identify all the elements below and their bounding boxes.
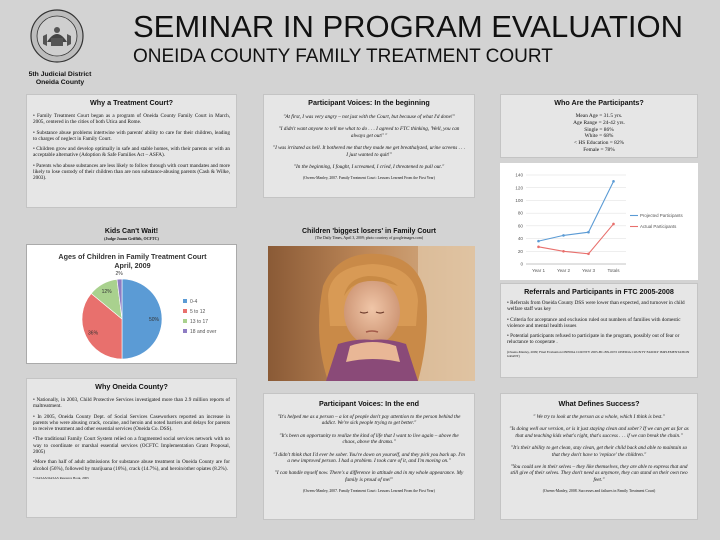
panel-heading: Participant Voices: In the beginning — [308, 98, 430, 107]
data-point — [537, 240, 540, 243]
data-point — [587, 253, 590, 256]
legend-swatch — [183, 319, 187, 323]
child-photo — [268, 246, 475, 381]
quote: "It's their ability to get clean, stay clean, get their child back and able to maintain so that they don't have to 'replace' the children." — [510, 445, 688, 458]
quote: "You could see in their selves – they like themselves, they are able to express that and still give of their selves. They don't need as anymore, they can stand on their own two feet." — [510, 464, 688, 483]
district-label-1: 5th Judicial District — [28, 71, 92, 78]
pie-data-label: 12% — [101, 288, 112, 295]
x-tick-label: Year 2 — [556, 268, 571, 273]
pie-data-label: 36% — [88, 330, 99, 337]
legend-swatch — [183, 309, 187, 313]
pie-chart-panel — [26, 244, 237, 364]
y-tick-label: 20 — [517, 248, 523, 254]
paragraph: •The traditional Family Court System relied on a fragmented social services network with no way to coordinate or marshal essential services (OCFTC Implementation Grant Proposal, 2005) — [33, 436, 230, 456]
y-tick-label: 0 — [520, 261, 523, 267]
panel-heading: Referrals and Participants in FTC 2005-2008 — [524, 287, 674, 296]
kids-cant-wait-heading: Kids Can't Wait! — [104, 228, 159, 235]
panel-heading: Why a Treatment Court? — [89, 98, 174, 107]
paragraph: •More than half of adult admissions for substance abuse treatment in Oneida County are for alcohol (56%), followed by marijuana (16%), crack (14.7%), and heroin/other opiates (8.2%). — [33, 459, 230, 472]
citation: (Owens-Manley, 2008. Successes and failures in Family Treatment Court) — [542, 489, 656, 494]
x-tick-label: Year 3 — [581, 268, 596, 273]
quote: "In the beginning, I fought, I screamed, I cried, I threatened to pull out." — [293, 164, 445, 171]
legend-label: Projected Participants — [640, 213, 683, 218]
y-tick-label: 60 — [517, 223, 523, 229]
stat-line: Female = 78% — [583, 146, 615, 153]
children-losers-heading: Children 'biggest losers' in Family Court — [301, 228, 436, 235]
citation: * OASAS/OASAS Resource Book, 2005 — [33, 475, 89, 480]
data-point — [562, 234, 565, 237]
paragraph: • Referrals from Oneida County DSS were lower than expected, and turnover in child welfare staff was key — [507, 300, 685, 313]
y-tick-label: 80 — [517, 210, 523, 216]
quote: "It's been an opportunity to realize the kind of life that I want to live again – above the chaos, above the drama." — [279, 432, 459, 446]
legend-label: 18 and over — [190, 329, 217, 335]
data-point — [612, 180, 615, 183]
county-seal-logo — [29, 8, 85, 64]
stat-line: Single = 86% — [584, 126, 614, 133]
pie-data-label: 50% — [148, 317, 160, 323]
x-tick-label: Year 1 — [531, 268, 546, 273]
panel-heading: Who Are the Participants? — [554, 98, 644, 107]
page-subtitle: ONEIDA COUNTY FAMILY TREATMENT COURT — [133, 46, 553, 67]
quote: "I didn't think that I'd ever be sober. You're down on yourself, and they pick you back up. I'm a new improved person. I had a problem. I took care of it, and I'm moving on." — [273, 451, 465, 465]
paragraph: • In 2005, Oneida County Dept. of Social Services Caseworkers reported an increase in parents who were abusing crack, cocaine, and heroin and noted barriers and delays for parents to receive treatment and other essential services (Oneida Co. DSS). — [33, 413, 230, 433]
y-tick-label: 120 — [515, 185, 523, 191]
pie-chart — [27, 245, 238, 365]
paragraph: • Criteria for acceptance and exclusion ruled out numbers of families with domestic violence and mental health issues — [507, 316, 681, 329]
quote: "I was irritated as hell. It bothered me that they made me get breathalyzed, urine screens . . . I just wanted to quit!" — [272, 145, 466, 158]
paragraph: • Potential participants refused to participate in the program, possibly out of fear or reluctance to cooperate . — [507, 333, 680, 346]
what-defines-panel — [500, 393, 698, 520]
kids-cant-wait-sub: (Judge Joann Griffith, OCFTC) — [104, 236, 159, 241]
y-tick-label: 100 — [515, 198, 523, 204]
who-participants-panel — [500, 94, 698, 158]
quote: "I can handle myself now. There's a difference in attitude and in my whole appearance. My family is proud of me!" — [274, 470, 464, 483]
children-losers-sub: (The Daily Times, April 3, 2009; photo courtesy of googleimages.com) — [314, 236, 424, 240]
legend-swatch — [183, 329, 187, 333]
panel-heading: Why Oneida County? — [95, 382, 168, 391]
district-label-2: Oneida County — [35, 79, 85, 86]
data-point — [537, 246, 540, 249]
stat-line: Age Range = 24-42 yrs. — [573, 119, 625, 126]
legend-swatch — [183, 299, 187, 303]
y-tick-label: 40 — [517, 236, 523, 242]
page-title: SEMINAR IN PROGRAM EVALUATION — [133, 9, 684, 44]
paragraph: • Children grow and develop optimally in safe and stable homes, with their parents or with an acceptable alternative (Adoption & Safe Families Act – ASFA). — [33, 146, 230, 159]
referrals-panel — [500, 283, 698, 378]
paragraph: • Parents who abuse substances are less likely to follow through with court mandates and more likely to lose custody of their children than are non substance-abusing parents (Cash & Wilke, 2003). — [33, 162, 230, 182]
paragraph: • Family Treatment Court began as a program of Oneida County Family Court in March, 2005, centered in the cities of both Utica and Rome. — [33, 113, 230, 126]
pie-data-label: 2% — [115, 271, 123, 278]
x-tick-label: Totals — [607, 268, 620, 273]
line-chart — [500, 163, 698, 280]
quote: "At first, I was very angry – not just with the Court, but because of what I'd done!" — [283, 114, 455, 120]
voices-end-panel — [263, 393, 475, 520]
legend-label: 0-4 — [190, 299, 198, 305]
legend-label: Actual Participants — [640, 224, 677, 229]
quote: " We try to look at the person as a whole, which I think is best." — [533, 414, 665, 420]
stat-line: White = 68% — [584, 133, 614, 140]
quote: "I didn't want anyone to tell me what to do . . . I agreed to FTC thinking, 'Well, you can always get out!' " — [278, 126, 460, 139]
citation: (Owens-Manley, 2007. Family Treatment Court: Lessons Learned From the First Year) — [303, 489, 435, 494]
chart-title: Ages of Children in Family Treatment Court — [58, 252, 207, 261]
quote: "It's helped me as a person – a lot of people don't pay attention to the person behind the addict. We're sick people trying to get better." — [277, 414, 461, 427]
why-oneida-panel — [26, 378, 237, 518]
panel-heading: Participant Voices: In the end — [318, 399, 420, 408]
citation: (Owens-Manley, 2009; Final Evaluation ONEIDA COUNTY 2005-BC-BX-0072 ONEIDA COUNTY FAMILY IMPLEMENTATION GRANT) — [507, 349, 690, 358]
citation: (Owens-Manley, 2007. Family Treatment Court: Lessons Learned From the First Year) — [303, 176, 435, 181]
stat-line: < HS Education = 82% — [573, 140, 625, 147]
series-line — [539, 181, 614, 241]
voices-beginning-panel — [263, 94, 475, 198]
stat-line: Mean Age = 31.5 yrs. — [575, 113, 623, 119]
data-point — [587, 231, 590, 234]
why-treatment-court-panel — [26, 94, 237, 208]
legend-label: 13 to 17 — [190, 319, 209, 325]
data-point — [562, 250, 565, 253]
y-tick-label: 140 — [515, 172, 523, 178]
legend-label: 5 to 12 — [190, 309, 206, 315]
data-point — [612, 223, 615, 226]
chart-title-date: April, 2009 — [114, 261, 151, 270]
panel-heading: What Defines Success? — [558, 399, 640, 408]
line-chart-panel — [500, 163, 698, 280]
paragraph: • Substance abuse problems intertwine with parents' ability to care for their children, leading to charges of neglect in Family Court. — [33, 129, 230, 142]
paragraph: • Nationally, in 2003, Child Protective Services investigated more than 2.9 million reports of maltreatment. — [33, 397, 230, 410]
quote: "Is doing well our version, or is it just staying clean and sober? If we can get as far as that and teaching kids what's right, that's success . . . if we can break the chain." — [509, 426, 689, 439]
